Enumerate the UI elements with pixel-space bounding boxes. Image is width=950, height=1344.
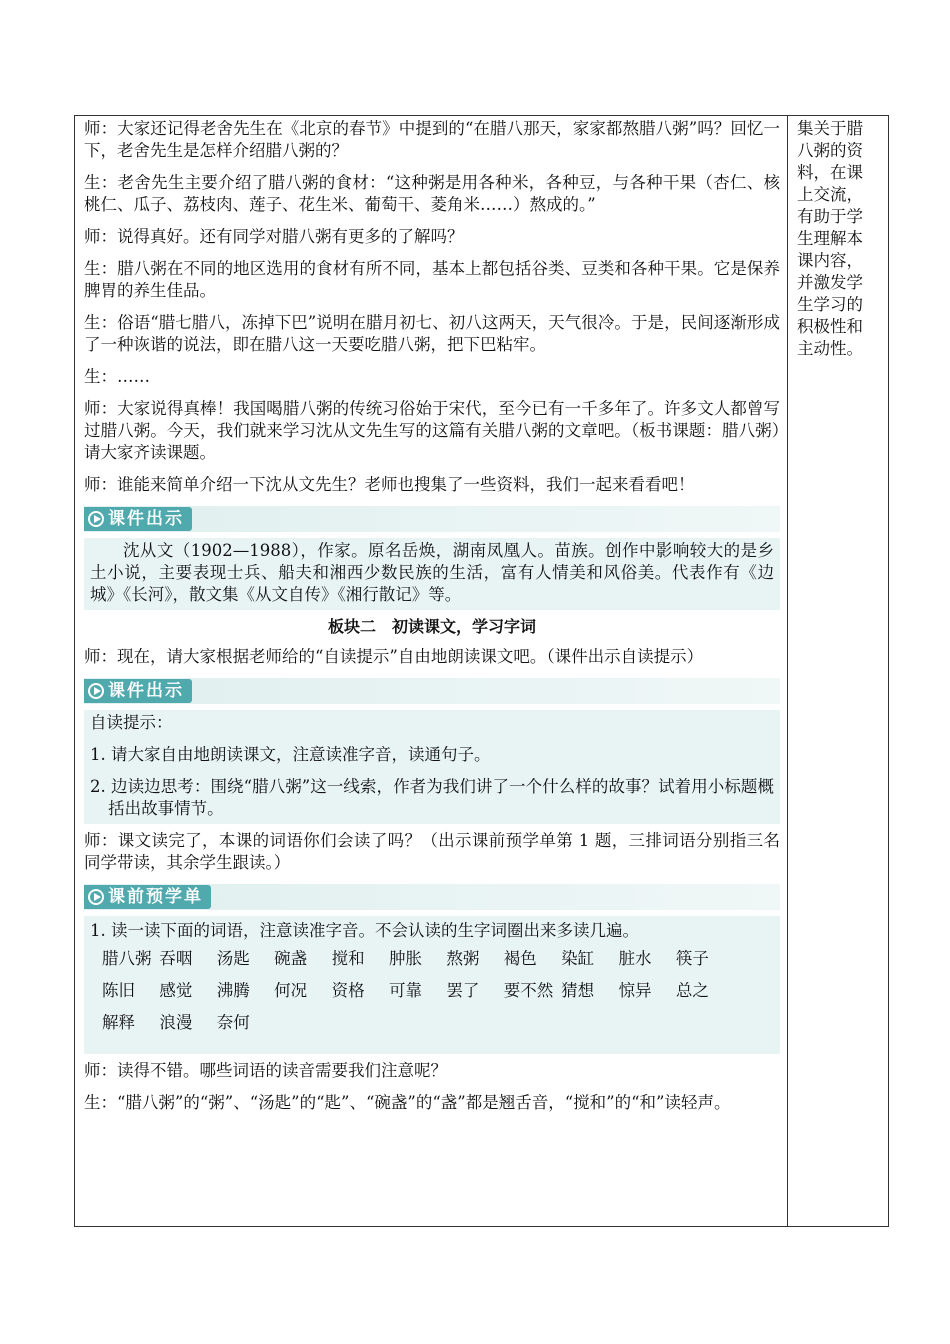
author-intro-box xyxy=(84,538,780,610)
main-content xyxy=(84,118,780,1124)
dialog-line: 师：大家还记得老舍先生在《北京的春节》中提到的“在腊八那天，家家都熬腊八粥”吗？回忆一下，老舍先生是怎样介绍腊八粥的？ xyxy=(84,119,780,160)
banner-tag xyxy=(84,507,192,531)
courseware-banner xyxy=(84,678,780,704)
vocab-word: 何况 xyxy=(274,981,308,1000)
prestudy-banner xyxy=(84,884,780,910)
vocab-word: 陈旧 xyxy=(102,981,135,1000)
dialog-line: 生：俗语“腊七腊八，冻掉下巴”说明在腊月初七、初八这两天，天气很冷。于是，民间逐渐形成了一种诙谐的说法，即在腊八这一天要吃腊八粥，把下巴粘牢。 xyxy=(84,313,780,354)
banner-tag xyxy=(84,885,211,909)
vocab-word: 搅和 xyxy=(331,949,365,968)
dialog-line: 师：谁能来简单介绍一下沈从文先生？老师也搜集了一些资料，我们一起来看看吧！ xyxy=(84,475,695,494)
vocab-word: 总之 xyxy=(675,981,709,1000)
vocab-word: 罢了 xyxy=(446,981,480,1000)
play-icon xyxy=(88,889,104,905)
vocab-word: 染缸 xyxy=(561,949,595,968)
dialog-line: 师：现在，请大家根据老师给的“自读提示”自由地朗读课文吧。（课件出示自读提示） xyxy=(84,647,704,666)
dialog-line: 生：“腊八粥”的“粥”、“汤匙”的“匙”、“碗盏”的“盏”都是翘舌音，“搅和”的“和”读轻声。 xyxy=(84,1093,731,1112)
side-note: 集关于腊八粥的资料，在课上交流，有助于学生理解本课内容，并激发学生学习的积极性和主动性。 xyxy=(797,119,863,358)
vocab-word: 可靠 xyxy=(388,981,422,1000)
vocab-word: 资格 xyxy=(331,981,365,1000)
dialog-line: 生：…… xyxy=(84,367,150,386)
tip-item: 2. 边读边思考：围绕“腊八粥”这一线索，作者为我们讲了一个什么样的故事？试着用小标题概括出故事情节。 xyxy=(90,777,774,818)
vocab-word: 肿胀 xyxy=(388,949,422,968)
vocab-word: 感觉 xyxy=(159,981,193,1000)
play-icon xyxy=(88,683,104,699)
vocab-word: 熬粥 xyxy=(446,949,480,968)
dialog-line: 师：课文读完了，本课的词语你们会读了吗？（出示课前预学单第 1 题，三排词语分别指三名同学带读，其余学生跟读。） xyxy=(84,831,780,872)
banner-label: 课前预学单 xyxy=(108,887,203,907)
vocab-word: 筷子 xyxy=(675,949,709,968)
dialog-line: 师：大家说得真棒！我国喝腊八粥的传统习俗始于宋代，至今已有一千多年了。许多文人都曾写过腊八粥。今天，我们就来学习沈从文先生写的这篇有关腊八粥的文章吧。（板书课题：腊八粥）请大家齐读课题。 xyxy=(84,399,780,462)
prestudy-box xyxy=(84,916,780,1054)
vocab-word: 奈何 xyxy=(216,1013,250,1032)
vocab-word: 猜想 xyxy=(561,981,595,1000)
vocab-word: 汤匙 xyxy=(216,949,250,968)
courseware-banner xyxy=(84,506,780,532)
vocab-word: 碗盏 xyxy=(274,949,308,968)
banner-label: 课件出示 xyxy=(108,681,184,701)
dialog-line: 生：老舍先生主要介绍了腊八粥的食材：“这种粥是用各种米，各种豆，与各种干果（杏仁、核桃仁、瓜子、荔枝肉、莲子、花生米、葡萄干、菱角米……）熬成的。” xyxy=(84,173,780,214)
vocab-word: 褐色 xyxy=(503,949,537,968)
vocab-word: 腊八粥 xyxy=(102,949,152,968)
tips-box xyxy=(84,710,780,824)
vocab-word: 脏水 xyxy=(618,949,652,968)
vocab-word: 解释 xyxy=(102,1013,135,1032)
tip-item: 1. 请大家自由地朗读课文，注意读准字音，读通句子。 xyxy=(90,745,491,764)
vocab-word: 吞咽 xyxy=(159,949,193,968)
dialog-line: 师：读得不错。哪些词语的读音需要我们注意呢？ xyxy=(84,1061,447,1080)
tips-title: 自读提示： xyxy=(90,713,173,732)
prestudy-instruction: 1. 读一读下面的词语，注意读准字音。不会认读的生字词圈出来多读几遍。 xyxy=(90,921,639,940)
vocab-word: 要不然 xyxy=(503,981,554,1000)
dialog-line: 生：腊八粥在不同的地区选用的食材有所不同，基本上都包括谷类、豆类和各种干果。它是保养脾胃的养生佳品。 xyxy=(84,259,780,300)
banner-tag xyxy=(84,679,192,703)
vocab-word: 惊异 xyxy=(618,981,652,1000)
banner-label: 课件出示 xyxy=(108,509,184,529)
vocab-word: 浪漫 xyxy=(159,1013,193,1032)
dialog-line: 师：说得真好。还有同学对腊八粥有更多的了解吗？ xyxy=(84,227,464,246)
author-intro: 沈从文（1902—1988），作家。原名岳焕，湖南凤凰人。苗族。创作中影响较大的是乡土小说，主要表现士兵、船夫和湘西少数民族的生活，富有人情美和风俗美。代表作有《边城》《长河》，散文集《从文自传》《湘行散记》等。 xyxy=(90,541,774,604)
play-icon xyxy=(88,511,104,527)
vocab-word: 沸腾 xyxy=(216,981,250,1000)
section-heading: 板块二 初读课文，学习字词 xyxy=(327,617,536,636)
word-list xyxy=(90,948,774,1044)
column-divider xyxy=(787,115,788,1227)
